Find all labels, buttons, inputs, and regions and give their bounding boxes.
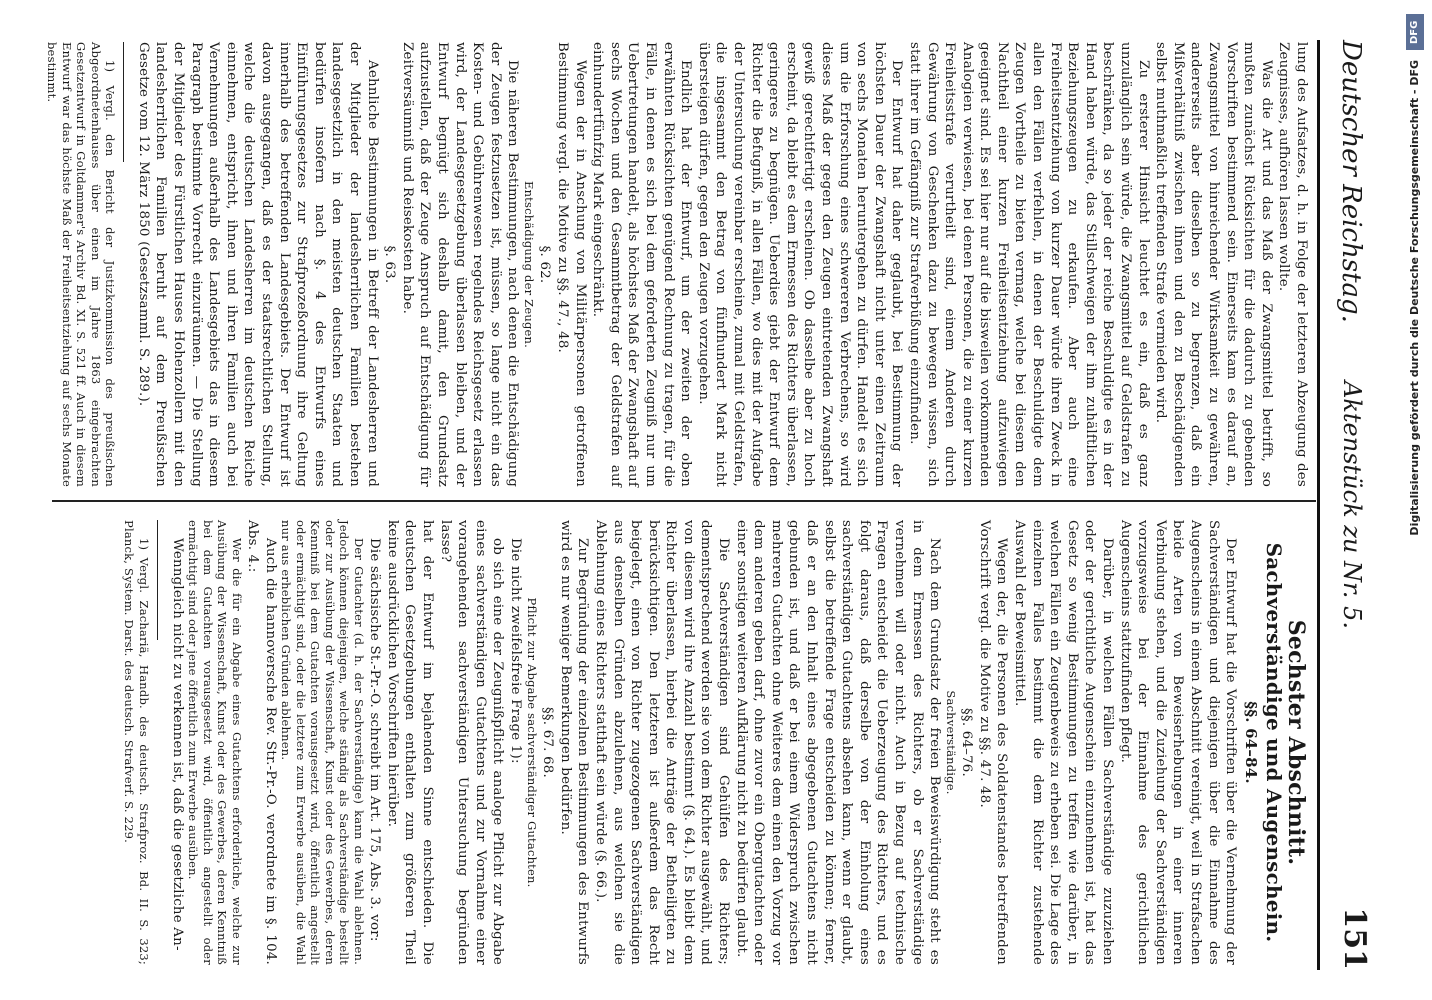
footnote-rule [123,42,124,162]
chapter-title: Sechster Abschnitt. [1283,619,1309,866]
quoted-law: Der Gutachter (d. h. der Sachverständige) kann die Wahl ablehnen. Jedoch können diejenigen, welche ständig als Sachverständige bestellt oder zur Ausübung der Wissenschaft, Kunst oder des Gewerbes, deren Kenntniß bei dem Gutachten vorausgesetzt wird, öffentlich angestellt oder ermächtigt sind, oder die letztere zum Erwerbe ausüben, die Wahl nur aus erheblichen Gründen ablehnen. [279,520,366,965]
paragraph: Wegen der, die Personen des Soldatenstandes betreffenden Vorschrift vergl. die Motive zu §§. 47. 48. [976,520,1010,965]
paragraph: Nach dem Grundsatz der freien Beweiswürdigung steht es in dem Ermessen des Richters, ob er Sachverständige vernehmen will oder nicht. Auch in Bezug auf technische Fragen entscheidet die Ueberzeugung des Richters, und es folgt daraus, daß derselbe von der Einholung eines sachverständigen Gutachtens absehen kann, wenn er glaubt, selbst die betreffende Frage entscheiden zu können; ferner, daß er an den Inhalt eines abgegebenen Gutachtens nicht gebunden ist, und daß er bei einem Widerspruch zwischen mehreren Gutachten ohne Weiteres dem einen den Vorzug vor dem anderen geben darf, ohne zuvor ein Obergutachten oder einer sonstigen weiteren Aufklärung nicht zu bedürfen glaubt. [733,520,943,965]
running-head-left: Deutscher Reichstag. [1336,40,1366,323]
section-heading: §§. 67. 68. [540,707,556,778]
page-header [1324,40,1372,970]
paragraph: Zur Begründung der einzelnen Bestimmungen des Entwurfs wird es nur weniger Bemerkungen bedürfen. [557,520,591,965]
paragraph: Auch die hannoversche Rev. Str.-Pr.-O. verordnete im §. 104. Abs. 4.: [245,520,278,965]
paragraph: Die nicht zweifelsfreie Frage 1): [508,538,524,764]
paragraph: Der Entwurf hat die Vorschriften über die Vernehmung der Sachverständigen und diejenigen über die Einnahme des Augenscheins in einem Abschnitt vereinigt, weil in Strafsachen beide Arten von Beweiserhebungen in einer inneren Verbindung stehen, und die Zuziehung der Sachverständigen vorzugsweise bei der Einnahme des gerichtlichen Augenscheins stattzufinden pflegt. [1117,520,1239,965]
section-subheading: Sachverständige. [943,690,958,795]
page-number: 151 [1337,907,1372,970]
paragraph: Der Entwurf hat daher geglaubt, bei Bestimmung der höchsten Dauer der Zwangshaft nicht unter einen Zeitraum von sechs Monaten heruntergehen zu dürfen. Handelt es sich um die Erforschung eines schwereren Verbrechens, so wird dieses Maß der gegen den Zeugen eintretenden Zwangshaft gewiß gerechtfertigt erscheinen. Ob dasselbe aber zu hoch erscheint, da bleibt es dem Ermessen des Richters überlassen, geringeres zu begnügen. Ueberdies giebt der Entwurf dem Richter die Befugniß, in allen Fällen, wo dies mit der Aufgabe der Untersuchung vereinbar erscheine, zumal mit Geldstrafen, die insgesammt den Betrag von fünfhundert Mark nicht übersteigen dürfen, gegen den Zeugen vorzugehen. [695,42,905,487]
section-subheading: Pflicht zur Abgabe sachverständiger Gutachten. [524,597,539,888]
section-subheading: Entschädigung der Zeugen. [521,180,536,348]
dfg-logo: DFG [1406,14,1424,50]
paragraph: Die näheren Bestimmungen, nach denen die Entschädigung der Zeugen festzusetzen ist, müssen, so lange nicht ein das Kosten- und Gebührenwesen regelndes Reichsgesetz erlassen wird, der Landesgesetzgebung überlassen bleiben, und der Entwurf begnügt sich deshalb damit, den Grundsatz aufzustellen, daß der Zeuge Anspruch auf Entschädigung für Zeitversäumniß und Reisekosten habe. [399,42,521,487]
paragraph: lung des Aufsatzes, d. h. in Folge der letzteren Abzeugung des Zeugnisses, aufhören lassen wollte. [1276,42,1309,487]
footnote: 1) Vergl. Zachariä, Handb. des deutsch. Strafproz. Bd. II. S. 323; Planck, System. Darst. des deutsch. Strafverf. S. 229. [122,520,151,965]
column-divider [52,500,1316,502]
section-range: §§. 64–84. [1241,701,1260,784]
footnote-rule [157,520,158,640]
left-column [45,42,1310,487]
paragraph: Zu ersterer Hinsicht leuchtet es ein, daß es ganz unzulänglich sein würde, die Zwangsmittel auf Geldstrafen zu beschränken, da so jeder der reiche Beschuldigte es in der Hand haben würde, das Stillschweigen der ihm zuhälftlichen Beziehungszeugen zu erkaufen. Aber auch eine Freiheitsentziehung von kurzer Dauer würde ihren Zweck in allen den Fällen verfehlen, in denen der Beschuldigte dem Zeugen Vortheile zu bieten vermag, welche bei diesem den Nachtheil einer kurzen Freiheitsentziehung aufzuwiegen geeignet sind. Es sei hier nur auf die bisweilen vorkommenden Analogien verwiesen, bei denen Personen, die zu einer kurzen Freiheitsstrafe verurtheilt sind, einem Anderen durch Gewährung von Geschenken dazu zu bewegen wissen, sich statt ihrer im Gefängniß zur Strafverbüßung einzufinden. [906,42,1151,487]
dfg-sidebar [1400,0,1430,1000]
paragraph: Aehnliche Bestimmungen in Betreff der Landesherren und der Mitglieder der landesherrlichen Familien bestehen landesgesetzlich in den meisten deutschen Staaten und bedürfen insofern nach §. 4 des Entwurfs eines Einführungsgesetzes zur Strafprozeßordnung ihre Geltung innerhalb des betreffenden Landesgebiets. Der Entwurf ist davon ausgegangen, daß es der staatsrechtlichen Stellung, welche die deutschen Landesherren im deutschen Reiche einnehmen, entspricht, ihnen und ihren Familien auch bei Vernehmungen außerhalb des Landesgebiets das in diesem Paragraph bestimmte Vorrecht einzuräumen. — Die Stellung der Mitglieder des Fürstlichen Hauses Hohenzollern mit den landesherrlichen Familien beruht auf dem Preußischen Gesetze vom 12. März 1850 (Gesetzsamml. S. 289.). [135,42,380,487]
header-rule [1317,40,1320,970]
section-heading: §§. 64–76. [959,708,975,777]
paragraph: Wegen der in Anschung von Militärpersonen getroffenen Bestimmung vergl. die Motive zu §§. 47., 48. [555,42,588,487]
footnote: 1) Vergl. den Bericht der Justizkommission des preußischen Abgeordnetenhauses über einen im Jahre 1863 eingebrachten Gesetzentwurf in Goltdammer's Archiv Bd. XI. S. 521 ff. Auch in diesem Entwurf war das höchste Maß der Freiheitsentziehung auf sechs Monate bestimmt. [45,42,118,487]
running-head-center: Aktenstück zu Nr. 5. [1338,381,1366,629]
paragraph: Die Sachverständigen sind Gehülfen des Richters; dementsprechend werden sie von dem Richter ausgewählt, und von diesem wird ihre Anzahl bestimmt (§. 64.). Es bleibt dem Richter überlassen, hierbei die Anträge der Betheiligten zu berücksichtigen. Den letzteren ist außerdem das Recht beigelegt, einen von Richter zugezogenen Sachverständigen aus denselben Gründen abzulehnen, aus welchen sie die Ablehnung eines Richters statthaft sein würde (§. 66.). [592,520,732,965]
paragraph: hat der Entwurf im bejahenden Sinne entschieden. Die deutschen Gesetzgebungen enthalten zum größeren Theil keine ausdrücklichen Vorschriften hierüber. [384,520,436,965]
paragraph: Die sächsische St.-Pr.-O. schreibt im Art. 175, Abs. 3. vor: [367,538,383,942]
section-heading: §. 63. [382,245,398,284]
paragraph: Darüber, in welchen Fällen Sachverständige zuzuziehen oder der gerichtliche Augenschein einzunehmen ist, hat das Gesetz so wenig Bestimmungen zu treffen wie darüber, in welchen Fällen ein Zeugenbeweis zu erheben sei. Die Lage des einzelnen Falles bestimmt die dem Richter zustehende Auswahl der Beweismittel. [1012,520,1116,965]
indented-question: ob sich eine der Zeugnißpflicht analoge Pflicht zur Abgabe eines sachverständigen Gutachtens und zur Vornahme einer vorangehenden sachverständigen Untersuchung begründen lasse? [437,520,506,965]
quoted-law: Wer die für ein Abgabe eines Gutachtens erforderliche, welche zur Ausübung der Wissenschaft, Kunst oder des Gewerbes, deren Kenntniß bei dem Gutachten vorausgesetzt wird, öffentlich angestellt oder ermächtigt sind oder jene öffentlich zum Erwerbe ausüben. [186,520,244,965]
paragraph: Wenngleich nicht zu verkennen ist, daß die gesetzliche An- [169,538,185,951]
paragraph: Endlich hat der Entwurf, um der zweiten der oben erwähnten Rücksichten genügend Rechnung zu tragen, für die Fälle, in denen es sich bei dem geforderten Zeugniß nur um Uebertretungen handelt, als höchstes Maß der Zwangshaft auf sechs Wochen und den Gesammtbetrag der Geldstrafen auf einhundertfünfzig Mark eingeschränkt. [590,42,694,487]
paragraph: Was die Art und das Maß der Zwangsmittel betrifft, so mußten zunächst Rücksichten für die dadurch zu gebenden Vorschriften bestimmend sein. Einerseits kam es darauf an, Zwangsmittel von hinreichender Wirksamkeit zu gewähren, andererseits aber dieselben so zu begrenzen, daß ein Mißverhältniß zwischen ihnen und den zu Beschädigenden selbst muthmaßlich treffenden Strafe vermieden wird. [1153,42,1274,487]
chapter-subtitle: Sachverständige und Augenschein. [1262,542,1287,943]
right-column [122,520,1310,965]
funding-notice: Digitalisierung gefördert durch die Deutsche Forschungsgemeinschaft - DFG [1408,60,1421,536]
section-heading: §. 62. [537,245,553,284]
